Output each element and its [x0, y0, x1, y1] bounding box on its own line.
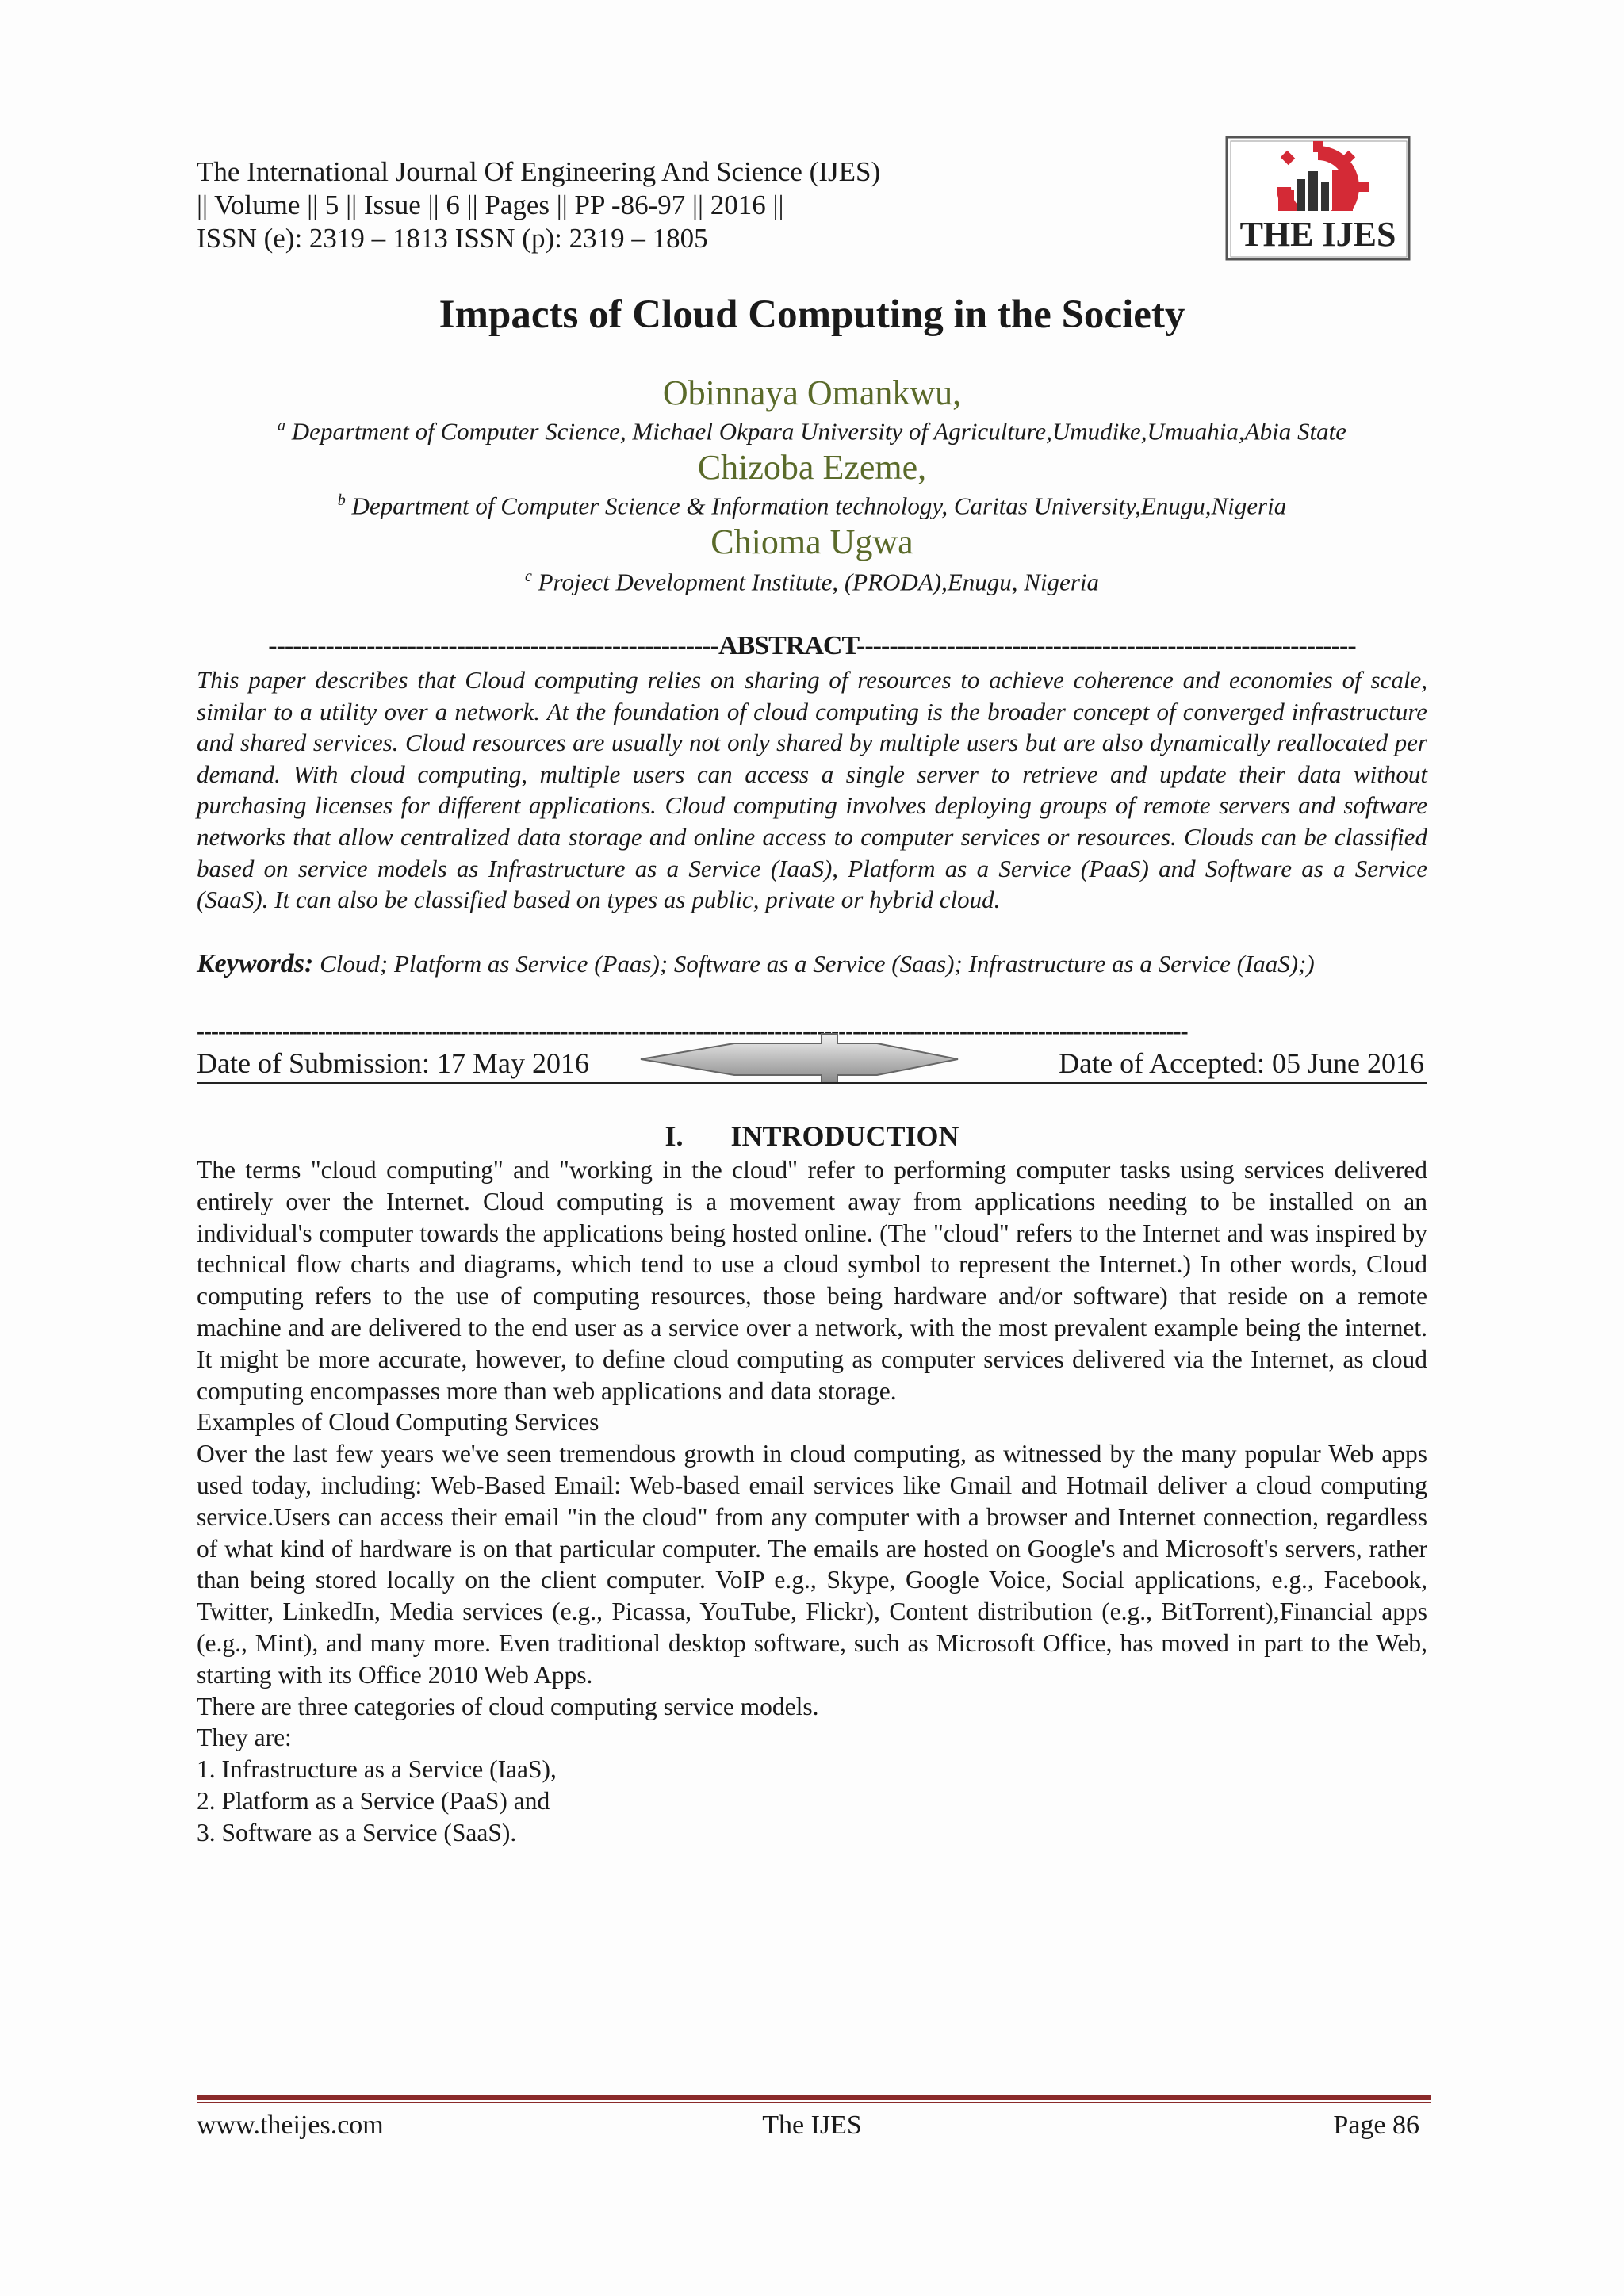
- journal-name: The International Journal Of Engineering And Science (IJES): [197, 156, 881, 187]
- author-affiliation: [0, 568, 1624, 596]
- author-name: Chioma Ugwa: [710, 522, 914, 561]
- author-name: Chizoba Ezeme,: [697, 448, 927, 487]
- footer-rule: [197, 2095, 1431, 2100]
- paragraph: The terms "cloud computing" and "working in the cloud" refer to performing computer tasks using services delivered entirely over the Internet. Cloud computing is a movement away from applications needing to be installed on an individual's computer towards the applications being hosted online. (The "cloud" refers to the Internet and was inspired by technical flow charts and diagrams, which tend to use a cloud symbol to represent the Internet.) In other words, Cloud computing refers to the use of computing resources, those being hardware and/or software) that reside on a remote machine and are delivered to the end user as a service over a network, with the most prevalent example being the internet. It might be more accurate, however, to define cloud computing as computer services delivered via the Internet, as cloud computing encompasses more than web applications and data storage.: [197, 1156, 1427, 1405]
- keywords-text: Cloud; Platform as Service (Paas); Software as a Service (Saas); Infrastructure as a Service (IaaS);): [320, 950, 1315, 978]
- keywords-label: Keywords:: [197, 949, 314, 978]
- section-heading: [0, 1119, 1624, 1153]
- paragraph: Over the last few years we've seen tremendous growth in cloud computing, as witnessed by the many popular Web apps used today, including: Web-Based Email: Web-based email services like Gmail and Hotmail deliver a cloud computing service.Users can access their email "in the cloud" from any computer with a browser and Internet connection, regardless of what kind of hardware is on that particular computer. The emails are hosted on Google's and Microsoft's servers, rather than being stored locally on the client computer. VoIP e.g., Skype, Google Voice, Social applications, e.g., Facebook, Twitter, LinkedIn, Media services (e.g., Picassa, YouTube, Flickr), Content distribution (e.g., BitTorrent),Financial apps (e.g., Mint), and many more. Even traditional desktop software, such as Microsoft Office, has moved in part to the Web, starting with its Office 2010 Web Apps.: [197, 1440, 1427, 1689]
- subheading: Examples of Cloud Computing Services: [197, 1408, 599, 1437]
- affiliation-text: Project Development Institute, (PRODA),Enugu, Nigeria: [538, 568, 1099, 596]
- footer-rule-thin: [197, 2102, 1431, 2103]
- abstract-separator: -------------------------------------------------------------------------------------------------------------------------------------------: [197, 1018, 1188, 1042]
- list-item: 2. Platform as a Service (PaaS) and: [197, 1786, 550, 1815]
- list-item: 3. Software as a Service (SaaS).: [197, 1818, 517, 1846]
- submission-date: Date of Submission: 17 May 2016: [197, 1047, 589, 1079]
- journal-header: [197, 155, 880, 255]
- list-item: 1. Infrastructure as a Service (IaaS),: [197, 1755, 557, 1784]
- double-arrow-icon: [639, 1032, 959, 1085]
- section-number: I.: [665, 1120, 684, 1152]
- affiliation-text: Department of Computer Science & Information technology, Caritas University,Enugu,Nigeria: [351, 492, 1287, 520]
- section-title: INTRODUCTION: [730, 1120, 959, 1152]
- footer-journal: The IJES: [762, 2110, 862, 2140]
- paragraph: There are three categories of cloud computing service models.: [197, 1692, 819, 1720]
- abstract-text: This paper describes that Cloud computing relies on sharing of resources to achieve coherence and economies of scale, similar to a utility over a network. At the foundation of cloud computing is the broader concept of converged infrastructure and shared services. Cloud resources are usually not only shared by multiple users but are also dynamically reallocated per demand. With cloud computing, multiple users can access a single server to retrieve and update their data without purchasing licenses for different applications. Cloud computing involves deploying groups of remote servers and software networks that allow centralized data storage and online access to computer services or resources. Clouds can be classified based on service models as Infrastructure as a Service (IaaS), Platform as a Service (PaaS) and Software as a Service (SaaS). It can also be classified based on types as public, private or hybrid cloud.: [197, 666, 1427, 914]
- author-name: Obinnaya Omankwu,: [662, 373, 962, 412]
- ijes-logo: [1224, 135, 1411, 262]
- paragraph: They are:: [197, 1724, 292, 1752]
- author-affiliation: [0, 492, 1624, 520]
- journal-volume: || Volume || 5 || Issue || 6 || Pages || PP -86-97 || 2016 ||: [197, 189, 784, 220]
- affiliation-marker: b: [337, 492, 346, 509]
- affiliation-text: Department of Computer Science, Michael Okpara University of Agriculture,Umudike,Umuahia,Abia State: [291, 417, 1346, 446]
- footer-website[interactable]: www.theijes.com: [197, 2110, 384, 2140]
- affiliation-marker: c: [524, 568, 532, 585]
- paper-title: Impacts of Cloud Computing in the Society: [439, 293, 1185, 337]
- abstract-heading: -------------------------------------------------------ABSTRACT-------------------------------------------------------------: [268, 631, 1356, 660]
- dates-rule: [197, 1082, 1427, 1084]
- author-affiliation: [0, 417, 1624, 446]
- journal-issn: ISSN (e): 2319 – 1813 ISSN (p): 2319 – 1805: [197, 223, 708, 254]
- introduction-body: [197, 1154, 1427, 1849]
- affiliation-marker: a: [278, 417, 286, 434]
- footer-page-number: Page 86: [1333, 2110, 1419, 2140]
- logo-text: THE IJES: [1239, 215, 1396, 254]
- keywords: [197, 948, 1427, 980]
- accepted-date: Date of Accepted: 05 June 2016: [1059, 1047, 1424, 1079]
